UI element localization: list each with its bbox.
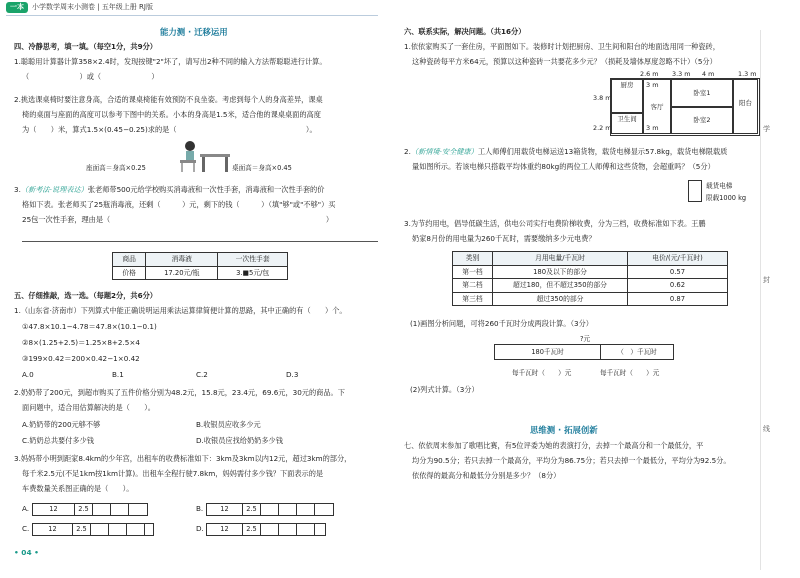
q4-1-blanks: （ ）或（ ） bbox=[22, 72, 159, 81]
dim-left-1: 3.8 m bbox=[593, 94, 612, 102]
q6-2-line1: 2.（新情境·安全健康）工人师傅们用载货电梯运送13箱货物，载货电梯显示57.8kg，载货电梯限载质 bbox=[404, 147, 728, 156]
q5-1-text: 1.（山东省·济南市）下列算式中能正确说明运用乘法运算律简便计算的思路，其中正确的有（ ）个。 bbox=[14, 306, 347, 315]
binding-char-1: 学 bbox=[763, 125, 770, 133]
page-number: • 04 • bbox=[14, 548, 39, 557]
q7-line2: 均分为90.5分；若只去掉一个最高分，平均分为86.75分；若只去掉一个最低分，平均分为92.5分。 bbox=[412, 456, 731, 465]
q5-3-opt-a-label[interactable]: A. bbox=[22, 504, 30, 513]
q4-2-line3: 为（ ）米，算式1.5×(0.45−0.25)求的是（ ）。 bbox=[22, 125, 317, 134]
formula-desk: 桌面高＝身高×0.45 bbox=[232, 164, 292, 172]
q4-3-line2: 格如下表。张老师买了25瓶消毒液，还剩（ ）元，剩下的钱（ ）（填"够"或"不够"）买 bbox=[22, 200, 336, 209]
room-living: 3 m 客厅 3 m bbox=[643, 79, 671, 134]
elevator-label: 载货电梯 bbox=[706, 182, 733, 190]
elevator-limit: 限载1000 kg bbox=[706, 194, 747, 202]
q6-3-sub2: (2)列式计算。（3分） bbox=[410, 385, 479, 394]
table-header: 一次性手套 bbox=[218, 253, 288, 267]
section-title-thinking: 思维测 · 拓展创新 bbox=[530, 425, 598, 435]
table-header: 商品 bbox=[113, 253, 146, 267]
q6-3-sub1: (1)画图分析问题，可将260千瓦时分成两段计算。（3分） bbox=[410, 319, 594, 328]
q4-2-line1: 2.挑选课桌椅时要注意身高，合适的课桌椅能有效预防不良坐姿。考虑到每个人的身高差异，课桌 bbox=[14, 95, 323, 104]
dim-left-2: 2.2 m bbox=[593, 124, 612, 132]
desk-leg bbox=[202, 157, 205, 172]
q7-line1: 七、依依周末参加了歌唱比赛，有5位评委为她的表演打分，去掉一个最高分和一个最低分，平 bbox=[404, 441, 704, 450]
student-head bbox=[185, 141, 195, 151]
q5-3-opt-d-diagram: 12 2.5 bbox=[206, 523, 326, 536]
q4-heading: 四、冷静思考，填一填。（每空1分，共9分） bbox=[14, 42, 157, 51]
floor-plan bbox=[610, 78, 760, 136]
q4-1-text: 1.聪聪用计算器计算358×2.4时，发现按键"2"坏了，请写出2种不同的输入方法帮聪聪进行计算。 bbox=[14, 57, 327, 66]
price-table bbox=[112, 252, 288, 280]
q4-2-line2: 椅的桌面与座面的高度可以参考下图中的关系。小本的身高是1.5米，适合他的课桌桌面的高度 bbox=[22, 110, 321, 119]
q5-3-line3: 车费数量关系图正确的是（ ）。 bbox=[22, 484, 134, 493]
segment-diagram bbox=[494, 344, 674, 360]
series-logo: 一本 bbox=[6, 2, 28, 13]
section-title-ability: 能力测 · 迁移运用 bbox=[160, 27, 228, 37]
q5-3-opt-b-label[interactable]: B. bbox=[196, 504, 204, 513]
q4-3-line1: 3.（新考法·说理表达）张老师带500元给学校购买消毒液和一次性手套，消毒液和一次性手套的价 bbox=[14, 185, 325, 194]
q7-line3: 依依得的最高分和最低分分别是多少？（8分） bbox=[412, 471, 561, 480]
dim-inner-2: 3 m bbox=[646, 123, 659, 132]
q5-2-opt-d[interactable]: D.收银员应找给奶奶多少钱 bbox=[196, 436, 283, 445]
q6-2-line2: 量如图所示。若该电梯只搭载平均体重约80kg的两位工人师傅和这些货物，会超重吗？（5分） bbox=[412, 162, 715, 171]
table-header: 消毒液 bbox=[146, 253, 218, 267]
desk-top bbox=[200, 154, 230, 157]
q5-1-expr2: ②8×(1.25+2.5)＝1.25×8+2.5×4 bbox=[22, 338, 140, 347]
segment-1: 180千瓦时 bbox=[495, 345, 601, 359]
table-cell: 价格 bbox=[113, 266, 146, 280]
q6-1-line2: 这种瓷砖每平方米64元，预算以这种瓷砖一共要花多少元？（损耗及墙体厚度忽略不计）（5分） bbox=[412, 57, 717, 66]
binding-char-2: 封 bbox=[763, 276, 770, 284]
formula-seat: 座面高＝身高×0.25 bbox=[86, 164, 146, 172]
room-bedroom-2: 卧室2 bbox=[671, 107, 733, 134]
desk-leg bbox=[225, 157, 228, 172]
q5-3-opt-c-label[interactable]: C. bbox=[22, 524, 30, 533]
header-title: 小学数学周末小测卷 | 五年级上册 RJ版 bbox=[32, 3, 153, 11]
segment-1-price: 每千瓦时（ ）元 bbox=[512, 369, 572, 377]
q5-1-opt-c[interactable]: C.2 bbox=[196, 370, 208, 379]
dim-top-1: 2.6 m bbox=[640, 70, 659, 78]
table-header: 电价/(元/千瓦时) bbox=[628, 252, 728, 266]
table-header: 月用电量/千瓦时 bbox=[493, 252, 628, 266]
q6-3-line1: 3.为节约用电，倡导低碳生活，供电公司实行电费阶梯收费，分为三档，收费标准如下表。王鹏 bbox=[404, 219, 706, 228]
diagram-total: ?元 bbox=[580, 335, 591, 343]
table-row: 第三档 超过350的部分 0.87 bbox=[453, 292, 728, 306]
room-kitchen: 厨房 bbox=[611, 79, 643, 113]
room-bathroom: 卫生间 bbox=[611, 113, 643, 134]
q5-2-opt-a[interactable]: A.奶奶带的200元够不够 bbox=[22, 420, 101, 429]
q5-3-line1: 3.妈妈带小明到距家8.4km的少年宫，出租车的收费标准如下：3km及3km以内12元，超过3km的部分， bbox=[14, 454, 352, 463]
q5-1-opt-a[interactable]: A.0 bbox=[22, 370, 34, 379]
q5-2-line1: 2.奶奶带了200元，到超市购买了五件价格分别为48.2元，15.8元，23.4元，69.6元，30元的商品。下 bbox=[14, 388, 345, 397]
binding-char-3: 线 bbox=[763, 425, 770, 433]
chair-seat bbox=[180, 160, 196, 163]
answer-line bbox=[22, 241, 378, 242]
binding-line bbox=[760, 30, 761, 570]
q5-heading: 五、仔细推敲，选一选。（每题2分，共6分） bbox=[14, 291, 157, 300]
table-cell: 17.20元/瓶 bbox=[146, 266, 218, 280]
room-balcony: 阳台 bbox=[733, 79, 758, 134]
dim-top-2: 3.3 m bbox=[672, 70, 691, 78]
q6-3-line2: 奶家8月份的用电量为260千瓦时，需要缴纳多少元电费？ bbox=[412, 234, 596, 243]
elevator-icon bbox=[688, 180, 702, 202]
table-row: 第一档 180及以下的部分 0.57 bbox=[453, 265, 728, 279]
electricity-table bbox=[452, 251, 728, 306]
table-header: 类别 bbox=[453, 252, 493, 266]
q5-2-opt-b[interactable]: B.收银员应收多少元 bbox=[196, 420, 261, 429]
segment-2-price: 每千瓦时（ ）元 bbox=[600, 369, 660, 377]
q5-3-opt-c-diagram: 12 2.5 bbox=[32, 523, 154, 536]
q5-3-line2: 每千米2.5元(不足1km按1km计算)。出租车全程行驶7.8km，妈妈需付多少钱？下面表示的是 bbox=[22, 469, 324, 478]
q5-1-opt-d[interactable]: D.3 bbox=[286, 370, 299, 379]
q5-2-line2: 面问题中，适合用估算解决的是（ ）。 bbox=[22, 403, 155, 412]
q6-heading: 六、联系实际，解决问题。（共16分） bbox=[404, 27, 526, 36]
dim-inner-1: 3 m bbox=[646, 81, 659, 89]
q6-1-line1: 1.依依家购买了一套住房，平面图如下。装修时计划把厨房、卫生间和阳台的地面选用同一种瓷砖， bbox=[404, 42, 720, 51]
q5-1-expr1: ①47.8×10.1−4.78＝47.8×(10.1−0.1) bbox=[22, 322, 157, 331]
q5-1-opt-b[interactable]: B.1 bbox=[112, 370, 124, 379]
segment-2: （ ）千瓦时 bbox=[617, 348, 657, 356]
q5-3-opt-b-diagram: 12 2.5 bbox=[206, 503, 334, 516]
dim-top-3: 4 m bbox=[702, 70, 715, 78]
q5-3-opt-a-diagram: 12 2.5 bbox=[32, 503, 148, 516]
q5-3-opt-d-label[interactable]: D. bbox=[196, 524, 204, 533]
q5-2-opt-c[interactable]: C.奶奶总共要付多少钱 bbox=[22, 436, 94, 445]
dim-top-4: 1.3 m bbox=[738, 70, 757, 78]
table-cell: 3.■5元/包 bbox=[218, 266, 288, 280]
room-bedroom-1: 卧室1 bbox=[671, 79, 733, 107]
header-divider bbox=[6, 15, 378, 16]
q4-3-line3: 25包一次性手套，理由是（ ） bbox=[22, 215, 334, 224]
q5-1-expr3: ③199×0.42＝200×0.42−1×0.42 bbox=[22, 354, 140, 363]
table-row: 第二档 超过180，但不超过350的部分 0.62 bbox=[453, 279, 728, 293]
